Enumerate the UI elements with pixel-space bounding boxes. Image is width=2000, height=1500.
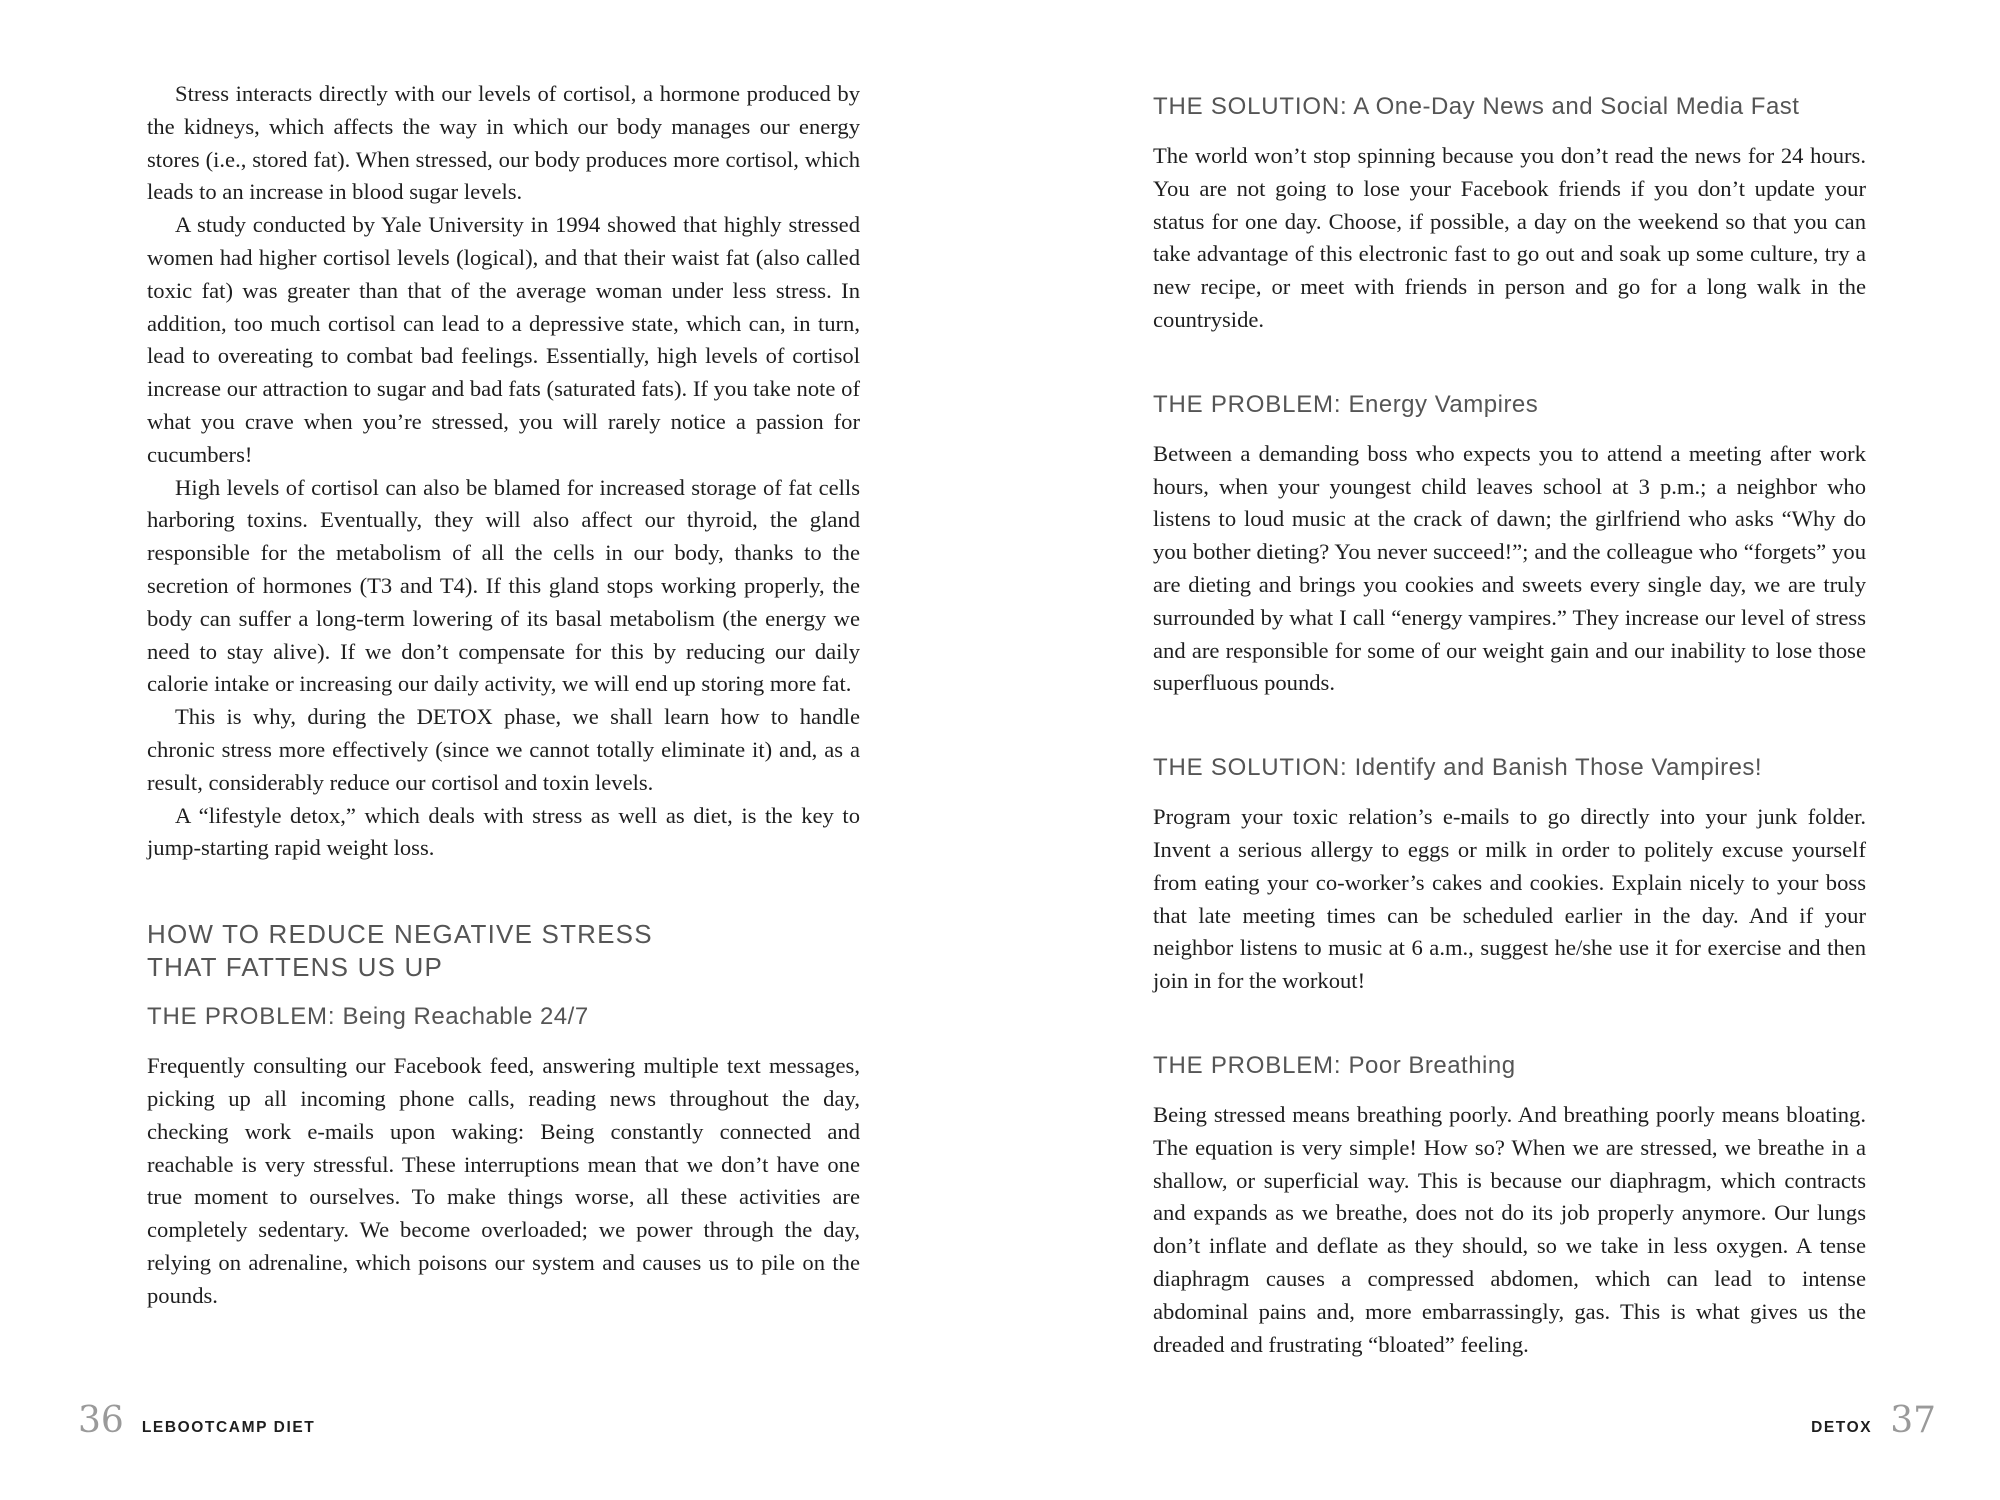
problem-heading: [1153, 390, 1866, 420]
solution-body: Program your toxic relation’s e-mails to go directly into your junk folder. Invent a serious allergy to eggs or milk in order to politely excuse yourself from eating your co-worker’s cakes and cookies. Explain nicely to your boss that late meeting times can be scheduled earlier in the day. And if your neighbor listens to music at 6 a.m., suggest he/she use it for exercise and then join in for the workout!: [1153, 804, 1866, 994]
problem-heading: [147, 1002, 860, 1032]
page-number: 36: [78, 1400, 124, 1441]
solution-heading-prefix: THE SOLUTION:: [1153, 93, 1348, 120]
problem-heading-title: Poor Breathing: [1348, 1051, 1516, 1079]
running-head: LEBOOTCAMP DIET: [141, 1419, 316, 1436]
problem-heading-title: Being Reachable 24/7: [342, 1003, 589, 1031]
body-paragraph: Stress interacts directly with our levels of cortisol, a hormone produced by the kidneys, which affects the way in which our body manages our energy stores (i.e., stored fat). When stressed, our body produces more cortisol, which leads to an increase in blood sugar levels.: [147, 81, 860, 205]
solution-body: The world won’t stop spinning because you don’t read the news for 24 hours. You are not going to lose your Facebook friends if you don’t update your status for one day. Choose, if possible, a day on the weekend so that you can take advantage of this electronic fast to go out and soak up some culture, try a new recipe, or meet with friends in person and go for a long walk in the countryside.: [1153, 143, 1866, 332]
folio-left: [78, 1400, 315, 1441]
solution-heading-title: A One-Day News and Social Media Fast: [1353, 93, 1800, 120]
section-heading: [147, 918, 860, 984]
problem-body: Being stressed means breathing poorly. And breathing poorly means bloating. The equation is very simple! How so? When we are stressed, we breathe in a shallow, or superficial way. This is because our diaphragm, which contracts and expands as we breathe, does not do its job properly anymore. Our lungs don’t inflate and deflate as they should, so we take in less oxygen. A tense diaphragm causes a compressed abdomen, which can lead to intense abdominal pains and, more embarrassingly, gas. This is what gives us the dreaded and frustrating “bloated” feeling.: [1153, 1101, 1866, 1357]
right-text-column: [1153, 92, 1866, 1361]
problem-body: Frequently consulting our Facebook feed, answering multiple text messages, picking up all incoming phone calls, reading news throughout the day, checking work e-mails upon waking: Being constantly connected and reachable is very stressful. These interruptions mean that we don’t have one true moment to ourselves. To make things worse, all these activities are completely sedentary. We become overloaded; we power through the day, relying on adrenaline, which poisons our system and causes us to pile on the pounds.: [147, 1053, 860, 1308]
section-heading-line: THAT FATTENS US UP: [147, 952, 444, 983]
solution-heading-prefix: THE SOLUTION:: [1153, 754, 1348, 782]
running-head: DETOX: [1811, 1419, 1873, 1436]
left-text-column: [147, 78, 860, 1313]
problem-heading-prefix: THE PROBLEM:: [147, 1003, 336, 1031]
body-paragraph: High levels of cortisol can also be blamed for increased storage of fat cells harboring toxins. Eventually, they will also affect our thyroid, the gland responsible for the metabolism of all the cells in our body, thanks to the secretion of hormones (T3 and T4). If this gland stops working properly, the body can suffer a long-term lowering of its basal metabolism (the energy we need to stay alive). If we don’t compensate for this by reducing our daily calorie intake or increasing our daily activity, we will end up storing more fat.: [147, 474, 860, 697]
section-heading-line: HOW TO REDUCE NEGATIVE STRESS: [147, 919, 653, 950]
solution-heading: [1153, 92, 1866, 122]
problem-heading-title: Energy Vampires: [1348, 390, 1539, 418]
right-page: [1000, 0, 2000, 1500]
folio-right: [1811, 1400, 1936, 1441]
solution-heading-title: Identify and Banish Those Vampires!: [1354, 754, 1763, 782]
problem-heading: [1153, 1051, 1866, 1081]
solution-heading: [1153, 753, 1866, 783]
page-number: 37: [1890, 1400, 1936, 1441]
problem-heading-prefix: THE PROBLEM:: [1153, 390, 1342, 418]
problem-body: Between a demanding boss who expects you to attend a meeting after work hours, when your youngest child leaves school at 3 p.m.; a neighbor who listens to loud music at the crack of dawn; the girlfriend who asks “Why do you bother dieting? You never succeed!”; and the colleague who “forgets” you are dieting and brings you cookies and sweets every single day, we are truly surrounded by what I call “energy vampires.” They increase our level of stress and are responsible for some of our weight gain and our inability to lose those superfluous pounds.: [1153, 440, 1866, 696]
problem-heading-prefix: THE PROBLEM:: [1153, 1051, 1342, 1079]
body-paragraph: A study conducted by Yale University in 1994 showed that highly stressed women had higher cortisol levels (logical), and that their waist fat (also called toxic fat) was greater than that of the average woman under less stress. In addition, too much cortisol can lead to a depressive state, which can, in turn, lead to overeating to combat bad feelings. Essentially, high levels of cortisol increase our attraction to sugar and bad fats (saturated fats). If you take note of what you crave when you’re stressed, you will rarely notice a passion for cucumbers!: [147, 212, 860, 467]
body-paragraph: A “lifestyle detox,” which deals with stress as well as diet, is the key to jump-starting rapid weight loss.: [147, 802, 860, 861]
body-paragraph: This is why, during the DETOX phase, we shall learn how to handle chronic stress more effectively (since we cannot totally eliminate it) and, as a result, considerably reduce our cortisol and toxin levels.: [147, 704, 860, 795]
